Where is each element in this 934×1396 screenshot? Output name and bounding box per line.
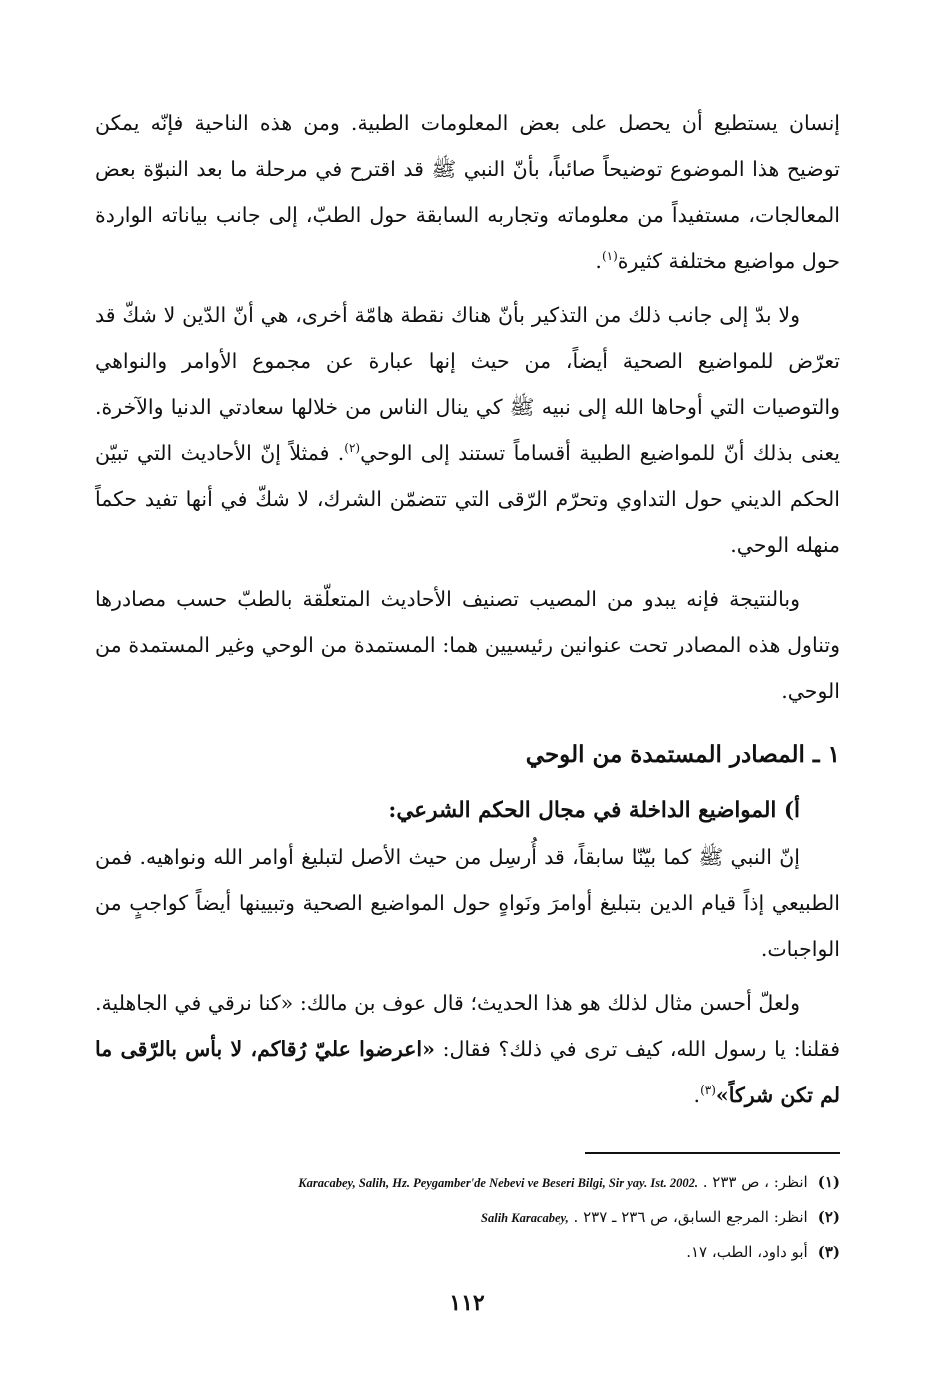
paragraph-1-end: . <box>595 249 602 273</box>
body-text <box>95 100 840 1118</box>
paragraph-2-text-a: ولا بدّ إلى جانب ذلك من التذكير بأنّ هناك نقطة هامّة أخرى، هي أنّ الدّين لا شكّ قد تعرّض للمواضيع الصحية أيضاً، من حيث إنها عبارة عن مجموع الأوامر والنواهي والتوصيات التي أوحاها الله إلى نبيه ﷺ كي ينال الناس من خلالها سعادتي الدنيا والآخرة. يعنى بذلك أنّ للمواضيع الطبية أقساماً تستند إلى الوحي <box>95 303 841 465</box>
paragraph-5-text: ولعلّ أحسن مثال لذلك هو هذا الحديث؛ قال عوف بن مالك: «كنا نرقي في الجاهلية. فقلنا: يا رسول الله، كيف ترى في ذلك؟ فقال: <box>95 991 840 1061</box>
paragraph-5-end: . <box>693 1083 701 1107</box>
footnote-number: (٣) <box>817 1243 840 1261</box>
footnotes <box>95 1165 840 1269</box>
footnote-latin-citation: Salih Karacabey, <box>481 1211 569 1225</box>
subsection-heading: أ) المواضيع الداخلة في مجال الحكم الشرعي: <box>388 798 800 823</box>
footnote-number: (١) <box>817 1173 840 1191</box>
paragraph-2 <box>95 292 840 568</box>
section-heading: ١ ـ المصادر المستمدة من الوحي <box>525 741 840 768</box>
hadith-quote: «اعرضوا عليّ رُقاكم، لا بأس بالرّقى ما لم تكن شركاً» <box>95 1037 840 1107</box>
paragraph-1 <box>95 100 840 284</box>
footnote-ref-1[interactable]: (١) <box>601 249 618 264</box>
footnote-2 <box>95 1200 840 1235</box>
footnote-text: انظر: ، ص ٢٣٣ . <box>697 1173 808 1191</box>
footnote-ref-3[interactable]: (٣) <box>700 1083 716 1098</box>
footnote-divider <box>585 1152 840 1154</box>
footnote-text: أبو داود، الطب، ١٧. <box>686 1243 808 1261</box>
footnote-latin-citation: Karacabey, Salih, Hz. Peygamber'de Nebevi ve Beseri Bilgi, Sir yay. Ist. 2002. <box>298 1176 698 1190</box>
paragraph-2-text-b: . فمثلاً إنّ الأحاديث التي تبيّن الحكم الديني حول التداوي وتحرّم الرّقى التي تتضمّن الشرك، لا شكّ في أنها تفيد حكماً منهله الوحي. <box>95 441 840 557</box>
footnote-3 <box>95 1235 840 1269</box>
footnote-ref-2[interactable]: (٢) <box>344 441 361 456</box>
paragraph-4: إنّ النبي ﷺ كما بيّنّا سابقاً، قد أُرسِل من حيث الأصل لتبليغ أوامر الله ونواهيه. فمن الطبيعي إذاً قيام الدين بتبليغ أوامرَ ونَواهٍ حول المواضيع الصحية وتبيينها أيضاً كواجبٍ من الواجبات. <box>95 845 840 961</box>
paragraph-1-text: إنسان يستطيع أن يحصل على بعض المعلومات الطبية. ومن هذه الناحية فإنّه يمكن توضيح هذا الموضوع توضيحاً صائباً، بأنّ النبي ﷺ قد اقترح في مرحلة ما بعد النبوّة بعض المعالجات، مستفيداً من معلوماته وتجاربه السابقة حول الطبّ، إلى جانب بياناته الواردة حول مواضيع مختلفة كثيرة <box>95 111 840 273</box>
footnote-number: (٢) <box>817 1208 840 1226</box>
paragraph-3: وبالنتيجة فإنه يبدو من المصيب تصنيف الأحاديث المتعلّقة بالطبّ حسب مصادرها وتناول هذه المصادر تحت عنوانين رئيسيين هما: المستمدة من الوحي وغير المستمدة من الوحي. <box>95 587 840 703</box>
page-number: ١١٢ <box>449 1290 485 1316</box>
footnote-1 <box>95 1165 840 1200</box>
footnote-text: انظر: المرجع السابق، ص ٢٣٦ ـ ٢٣٧ . <box>573 1208 808 1226</box>
paragraph-5 <box>95 980 840 1118</box>
